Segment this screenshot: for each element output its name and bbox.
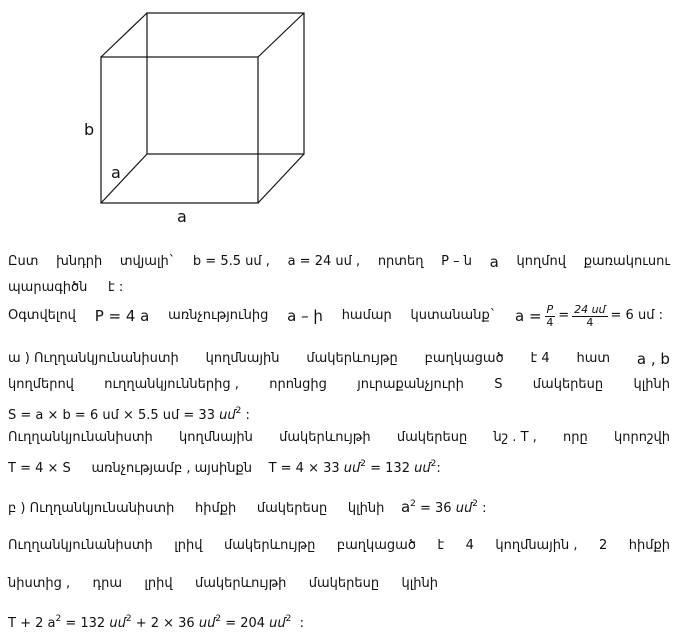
formula-lhs: a =	[515, 307, 542, 325]
cuboid-front-face	[101, 57, 258, 203]
frac-den: 4	[546, 315, 554, 329]
unit: սմ	[455, 501, 473, 516]
formula-term: + 2 × 36	[135, 616, 195, 631]
word: կողմերով	[8, 377, 74, 392]
word: կլինի	[633, 377, 670, 392]
word: հիմքի	[194, 501, 237, 516]
label-a-width: a	[177, 207, 187, 226]
text-line-7	[8, 429, 670, 447]
word: կողմնային ,	[495, 538, 578, 553]
text-line-5	[8, 376, 670, 394]
word: առնչությամբ , այսինքն	[91, 461, 253, 476]
word: ա ) Ուղղանկյունանիստի	[8, 351, 179, 366]
word: դրա	[92, 576, 123, 591]
word: քառակուսու	[583, 254, 670, 269]
word: P – ն	[441, 254, 472, 269]
colon: :	[299, 616, 305, 631]
word: խնդրի	[56, 254, 103, 269]
word: մակերևույթի	[279, 430, 371, 445]
colon: :	[482, 501, 487, 516]
exponent: 2	[235, 406, 242, 416]
text-line-11	[8, 575, 438, 593]
exponent: 2	[125, 614, 132, 624]
label-b: b	[84, 120, 95, 139]
word: կողմնային	[205, 351, 280, 366]
text-line-4	[8, 350, 670, 368]
word: մակերեսը	[308, 576, 380, 591]
word: լրիվ	[144, 576, 173, 591]
unit: սմ	[414, 461, 431, 476]
word: համար	[341, 308, 392, 323]
cuboid-back-face	[147, 13, 304, 154]
label-a-depth: a	[111, 163, 121, 182]
word: կողմով	[516, 254, 566, 269]
word: բաղկացած	[336, 538, 416, 553]
unit: սմ	[219, 408, 236, 423]
exponent: 2	[472, 499, 478, 509]
word: բ ) Ուղղանկյունանիստի	[8, 501, 175, 516]
word: է	[437, 538, 445, 553]
word: 2	[598, 538, 608, 553]
word: յուրաքանչյուրի	[357, 377, 464, 392]
colon: :	[245, 408, 250, 423]
word: կորոշվի	[614, 430, 670, 445]
formula-result: = 204	[225, 616, 266, 631]
word: մակերևույթը	[223, 538, 316, 553]
word: Ուղղանկյունանիստի	[8, 538, 153, 553]
word: S	[494, 377, 503, 392]
word: a	[489, 253, 499, 271]
word: a – ի	[287, 307, 323, 325]
cuboid-edge-tr	[258, 13, 304, 57]
exponent: 2	[285, 614, 292, 624]
word: նիստից ,	[8, 576, 71, 591]
word: կստանանք`	[410, 308, 497, 323]
formula-t-calc: T = 4 × 33	[268, 461, 340, 476]
word: լրիվ	[174, 538, 203, 553]
word: a = 24 սմ ,	[287, 254, 361, 269]
word: հիմքի	[628, 538, 670, 553]
word: 4	[465, 538, 474, 553]
text-line-6	[8, 402, 670, 425]
word: որոնցից	[269, 377, 327, 392]
exponent: 2	[360, 459, 366, 469]
word: նշ . T ,	[493, 430, 537, 445]
word: Ուղղանկյունանիստի	[8, 430, 153, 445]
word: մակերևույթը	[306, 351, 398, 366]
frac-den: 4	[586, 315, 594, 329]
word: որտեղ	[377, 254, 424, 269]
text-line-2: պարագիծն է :	[8, 280, 124, 295]
cuboid-edge-br	[258, 154, 304, 203]
formula-s: S = a × b = 6 սմ × 5.5 սմ = 33	[8, 408, 215, 423]
frac-num: 24 սմ	[574, 302, 606, 316]
word: կողմնային	[179, 430, 253, 445]
text-line-10	[8, 537, 670, 555]
colon: :	[436, 461, 441, 476]
word: P = 4 a	[94, 307, 150, 325]
unit: սմ	[109, 616, 126, 631]
word: մակերեսը	[396, 430, 468, 445]
word: ուղղանկյուններից ,	[104, 377, 239, 392]
text-line-12	[8, 610, 670, 633]
fraction-24-over-4	[572, 304, 607, 329]
word: առնչությունից	[168, 308, 269, 323]
formula-a-sq: a	[400, 498, 411, 516]
unit: սմ	[343, 461, 361, 476]
fraction-p-over-4	[545, 304, 556, 329]
formula-t-result: = 132	[370, 461, 410, 476]
equals: =	[558, 308, 570, 323]
word: է 4	[530, 351, 550, 366]
word: b = 5.5 սմ ,	[192, 254, 270, 269]
text-line-8	[8, 455, 670, 478]
formula-a	[515, 304, 663, 329]
text-line-1	[8, 253, 670, 271]
word: մակերեսը	[532, 377, 604, 392]
word: a , b	[636, 350, 670, 368]
exponent: 2	[55, 614, 62, 624]
formula-term: = 132	[65, 616, 106, 631]
formula-total: T + 2 a	[8, 616, 56, 631]
cuboid-drawing	[0, 0, 675, 240]
word: հատ	[576, 351, 611, 366]
exponent: 2	[430, 459, 437, 469]
formula-result: = 36	[420, 501, 452, 516]
formula-t: T = 4 × S	[8, 461, 71, 476]
word: կլինի	[401, 576, 438, 591]
word: Ըստ	[8, 254, 39, 269]
word: Օգտվելով	[8, 308, 76, 323]
unit: սմ	[198, 616, 216, 631]
exponent: 2	[410, 499, 416, 509]
word: որը	[563, 430, 588, 445]
formula-result: = 6 սմ :	[610, 308, 663, 323]
word: բաղկացած	[424, 351, 504, 366]
word: կլինի	[347, 501, 385, 516]
unit: սմ	[269, 616, 286, 631]
cuboid-edge-tl	[101, 13, 147, 57]
exponent: 2	[215, 614, 222, 624]
word: մակերևույթի	[194, 576, 287, 591]
word: մակերեսը	[256, 501, 328, 516]
text-line-3	[8, 300, 663, 332]
text-line-9	[8, 495, 670, 518]
word: տվյալի`	[119, 254, 176, 269]
frac-num: P	[546, 302, 554, 316]
cuboid-edge-bl	[101, 154, 147, 203]
cuboid-figure	[0, 0, 675, 240]
